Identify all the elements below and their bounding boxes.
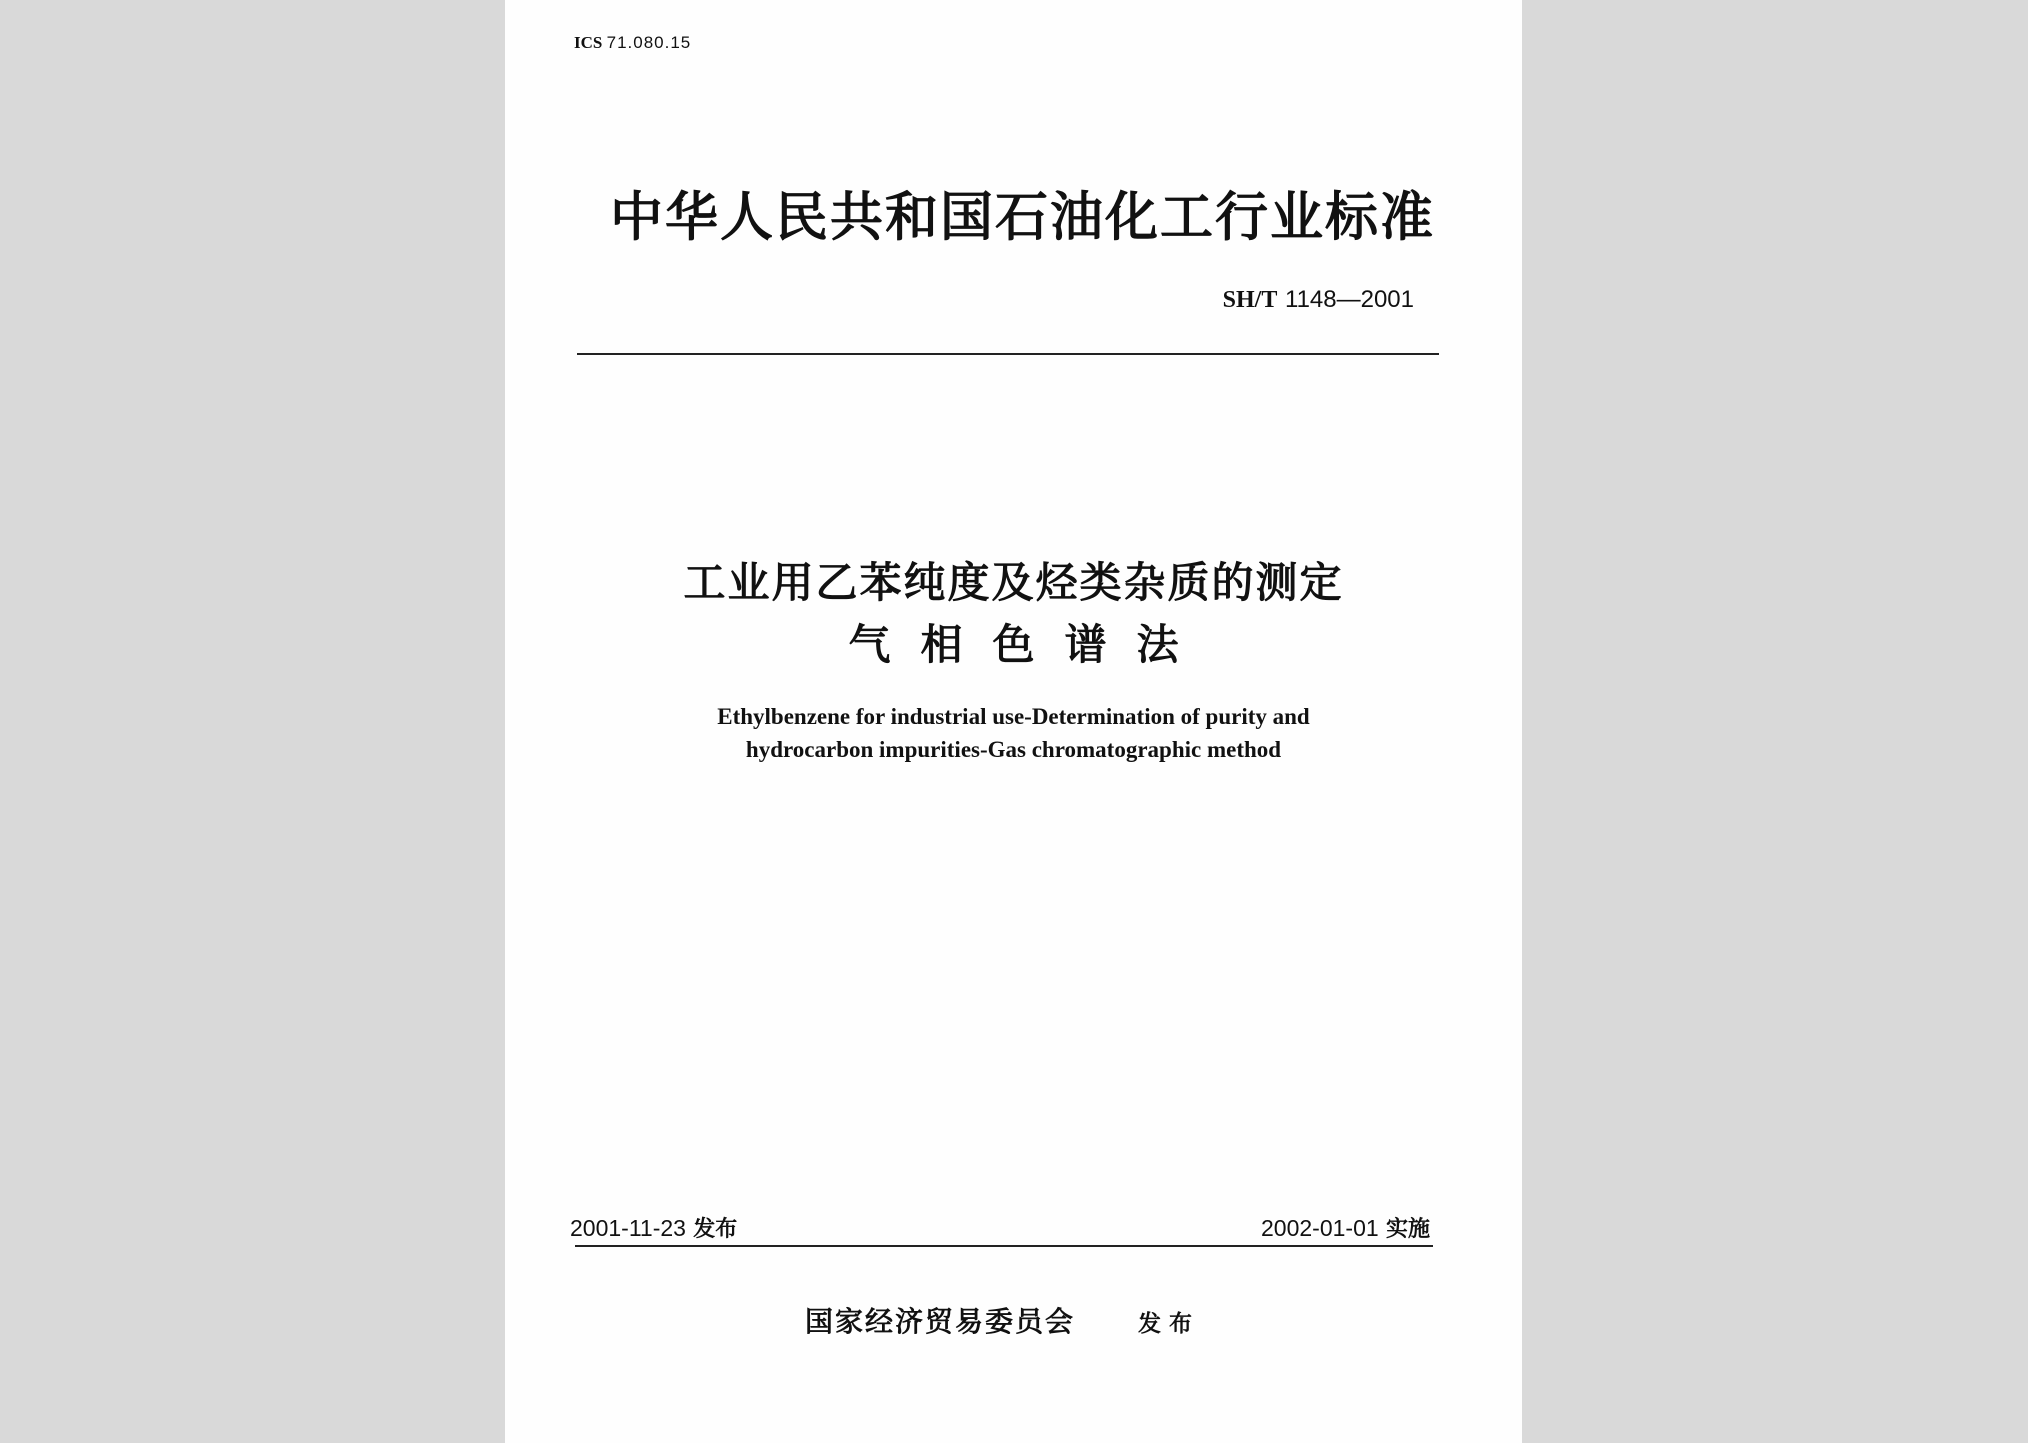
- issuer-label: 发布: [1138, 1311, 1200, 1337]
- ics-prefix: ICS: [574, 33, 603, 52]
- implementation-date-value: 2002-01-01: [1261, 1215, 1379, 1241]
- english-title-line-1: Ethylbenzene for industrial use-Determination of purity and: [717, 704, 1310, 729]
- issue-date-label: 发布: [693, 1217, 738, 1242]
- top-divider: [577, 353, 1439, 355]
- issue-date: [570, 1212, 737, 1243]
- implementation-date-label: 实施: [1385, 1217, 1430, 1242]
- standard-number: [1223, 285, 1414, 314]
- issuer-name: 国家经济贸易委员会: [805, 1305, 1076, 1338]
- ics-number: 71.080.15: [606, 33, 692, 52]
- ics-code: [574, 33, 691, 53]
- chinese-title-line-1: 工业用乙苯纯度及烃类杂质的测定: [683, 558, 1344, 607]
- bottom-divider: [575, 1245, 1433, 1247]
- standard-code: 1148—2001: [1285, 286, 1414, 313]
- issue-date-value: 2001-11-23: [570, 1215, 686, 1241]
- english-title-line-2: hydrocarbon impurities-Gas chromatographic method: [745, 737, 1282, 762]
- standard-prefix: SH/T: [1222, 287, 1278, 313]
- document-page: [505, 0, 1522, 1443]
- organization-title: 中华人民共和国石油化工行业标准: [610, 187, 1435, 248]
- chinese-title-line-2: 气相色谱法: [848, 620, 1209, 669]
- implementation-date: [1261, 1212, 1430, 1243]
